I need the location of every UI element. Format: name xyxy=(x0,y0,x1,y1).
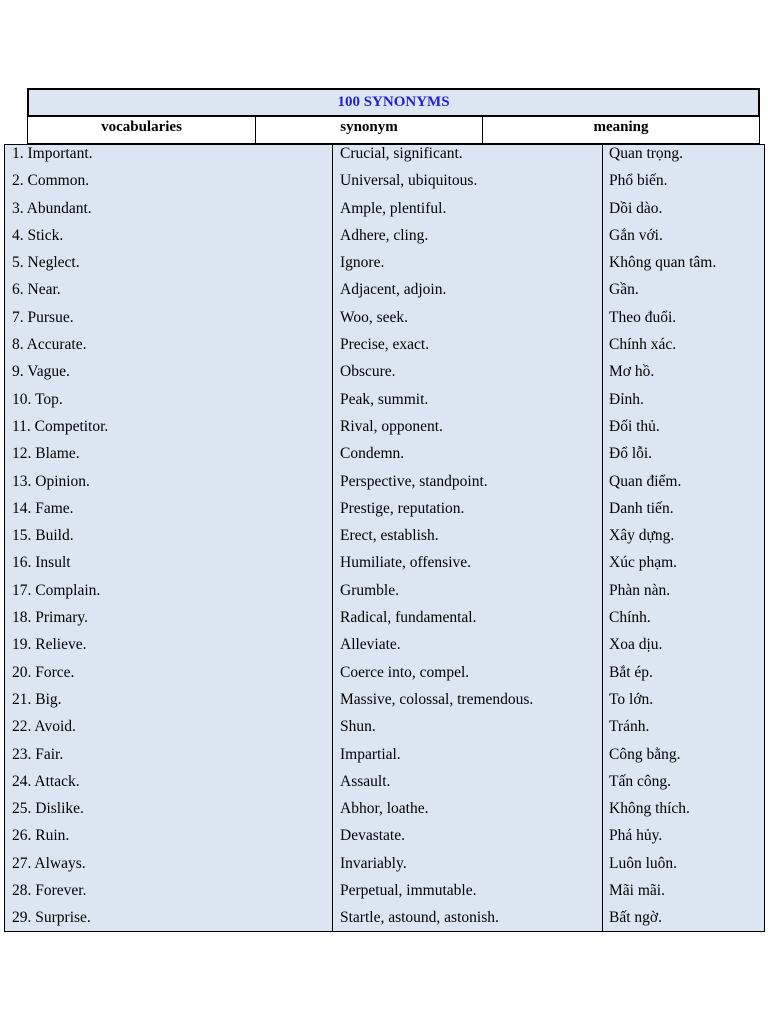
vocabulary-cell: 3. Abundant. xyxy=(12,199,92,217)
vocabulary-cell: 28. Forever. xyxy=(12,882,87,900)
vocabulary-cell: 5. Neglect. xyxy=(12,254,80,272)
meaning-cell: Xoa dịu. xyxy=(609,636,663,654)
vocabulary-cell: 7. Pursue. xyxy=(12,308,74,326)
meaning-cell: Phàn nàn. xyxy=(609,581,671,599)
meaning-cell: Xây dựng. xyxy=(609,527,675,545)
synonym-cell: Rival, opponent. xyxy=(340,417,443,435)
meaning-cell: To lớn. xyxy=(609,690,654,708)
vocabulary-cell: 2. Common. xyxy=(12,172,90,190)
synonym-cell: Peak, summit. xyxy=(340,390,429,408)
synonym-cell: Obscure. xyxy=(340,363,396,381)
synonym-cell: Grumble. xyxy=(340,581,399,599)
vocabulary-cell: 26. Ruin. xyxy=(12,827,70,845)
vocabulary-cell: 29. Surprise. xyxy=(12,909,91,927)
meaning-cell: Mãi mãi. xyxy=(609,882,665,900)
meaning-cell: Đỉnh. xyxy=(609,390,644,408)
meaning-cell: Danh tiến. xyxy=(609,499,674,517)
vocabulary-cell: 22. Avoid. xyxy=(12,718,76,736)
vocabulary-cell: 17. Complain. xyxy=(12,581,101,599)
synonym-cell: Adhere, cling. xyxy=(340,226,429,244)
meaning-cell: Quan điểm. xyxy=(609,472,682,490)
synonym-cell: Coerce into, compel. xyxy=(340,663,470,681)
meaning-cell: Xúc phạm. xyxy=(609,554,678,572)
synonym-column xyxy=(333,145,603,931)
meaning-cell: Đối thủ. xyxy=(609,417,660,435)
synonym-cell: Abhor, loathe. xyxy=(340,800,429,818)
meaning-cell: Phổ biến. xyxy=(609,172,668,190)
header-synonym: synonym xyxy=(256,116,483,144)
synonym-cell: Woo, seek. xyxy=(340,308,409,326)
synonym-cell: Startle, astound, astonish. xyxy=(340,909,499,927)
meaning-cell: Đổ lỗi. xyxy=(609,445,653,463)
vocabulary-cell: 13. Opinion. xyxy=(12,472,90,490)
header-vocabularies: vocabularies xyxy=(28,116,256,144)
meaning-cell: Mơ hồ. xyxy=(609,363,655,381)
meaning-cell: Chính xác. xyxy=(609,336,677,354)
header-meaning: meaning xyxy=(483,116,760,144)
synonym-cell: Ample, plentiful. xyxy=(340,199,447,217)
meaning-cell: Tránh. xyxy=(609,718,650,736)
meaning-cell: Bắt ép. xyxy=(609,663,653,681)
vocabulary-cell: 11. Competitor. xyxy=(12,417,109,435)
meaning-cell: Không quan tâm. xyxy=(609,254,717,272)
synonym-cell: Crucial, significant. xyxy=(340,145,463,162)
meaning-cell: Phá hủy. xyxy=(609,827,663,845)
synonym-cell: Perpetual, immutable. xyxy=(340,882,477,900)
vocabulary-cell: 4. Stick. xyxy=(12,226,64,244)
vocabulary-cell: 15. Build. xyxy=(12,527,74,545)
synonym-cell: Adjacent, adjoin. xyxy=(340,281,447,299)
meaning-cell: Theo đuổi. xyxy=(609,308,677,326)
synonym-cell: Universal, ubiquitous. xyxy=(340,172,478,190)
title-banner xyxy=(27,88,760,117)
vocabulary-cell: 25. Dislike. xyxy=(12,800,84,818)
meaning-cell: Chính. xyxy=(609,609,651,627)
meaning-cell: Gần. xyxy=(609,281,639,299)
meaning-cell: Tấn công. xyxy=(609,772,671,790)
synonym-cell: Humiliate, offensive. xyxy=(340,554,472,572)
synonym-cell: Devastate. xyxy=(340,827,405,845)
synonym-cell: Invariably. xyxy=(340,854,407,872)
synonym-cell: Shun. xyxy=(340,718,376,736)
meaning-column xyxy=(603,145,764,931)
vocabulary-cell: 18. Primary. xyxy=(12,609,89,627)
synonym-cell: Alleviate. xyxy=(340,636,401,654)
meaning-cell: Quan trọng. xyxy=(609,145,684,162)
vocabulary-cell: 8. Accurate. xyxy=(12,336,87,354)
synonym-cell: Condemn. xyxy=(340,445,405,463)
synonym-cell: Precise, exact. xyxy=(340,336,430,354)
vocabulary-cell: 1. Important. xyxy=(12,145,93,162)
synonym-cell: Erect, establish. xyxy=(340,527,439,545)
vocabulary-cell: 9. Vague. xyxy=(12,363,70,381)
vocabulary-cell: 19. Relieve. xyxy=(12,636,87,654)
vocabulary-cell: 27. Always. xyxy=(12,854,86,872)
synonym-cell: Prestige, reputation. xyxy=(340,499,465,517)
synonym-cell: Impartial. xyxy=(340,745,401,763)
vocabulary-column xyxy=(5,145,333,931)
page-title: 100 SYNONYMS xyxy=(337,94,450,110)
synonyms-table xyxy=(4,144,765,932)
meaning-cell: Không thích. xyxy=(609,800,690,818)
synonym-cell: Assault. xyxy=(340,772,391,790)
vocabulary-cell: 6. Near. xyxy=(12,281,61,299)
vocabulary-cell: 23. Fair. xyxy=(12,745,64,763)
vocabulary-cell: 24. Attack. xyxy=(12,772,80,790)
meaning-cell: Dồi dào. xyxy=(609,199,663,217)
vocabulary-cell: 21. Big. xyxy=(12,690,62,708)
vocabulary-cell: 14. Fame. xyxy=(12,499,74,517)
table-header-row xyxy=(27,116,761,144)
vocabulary-cell: 16. Insult xyxy=(12,554,71,572)
meaning-cell: Gắn với. xyxy=(609,226,663,244)
meaning-cell: Bất ngờ. xyxy=(609,909,662,927)
vocabulary-cell: 20. Force. xyxy=(12,663,75,681)
synonym-cell: Radical, fundamental. xyxy=(340,609,477,627)
vocabulary-cell: 10. Top. xyxy=(12,390,63,408)
meaning-cell: Công bằng. xyxy=(609,745,681,763)
synonym-cell: Perspective, standpoint. xyxy=(340,472,488,490)
meaning-cell: Luôn luôn. xyxy=(609,854,678,872)
vocabulary-cell: 12. Blame. xyxy=(12,445,80,463)
synonym-cell: Massive, colossal, tremendous. xyxy=(340,690,534,708)
synonym-cell: Ignore. xyxy=(340,254,385,272)
